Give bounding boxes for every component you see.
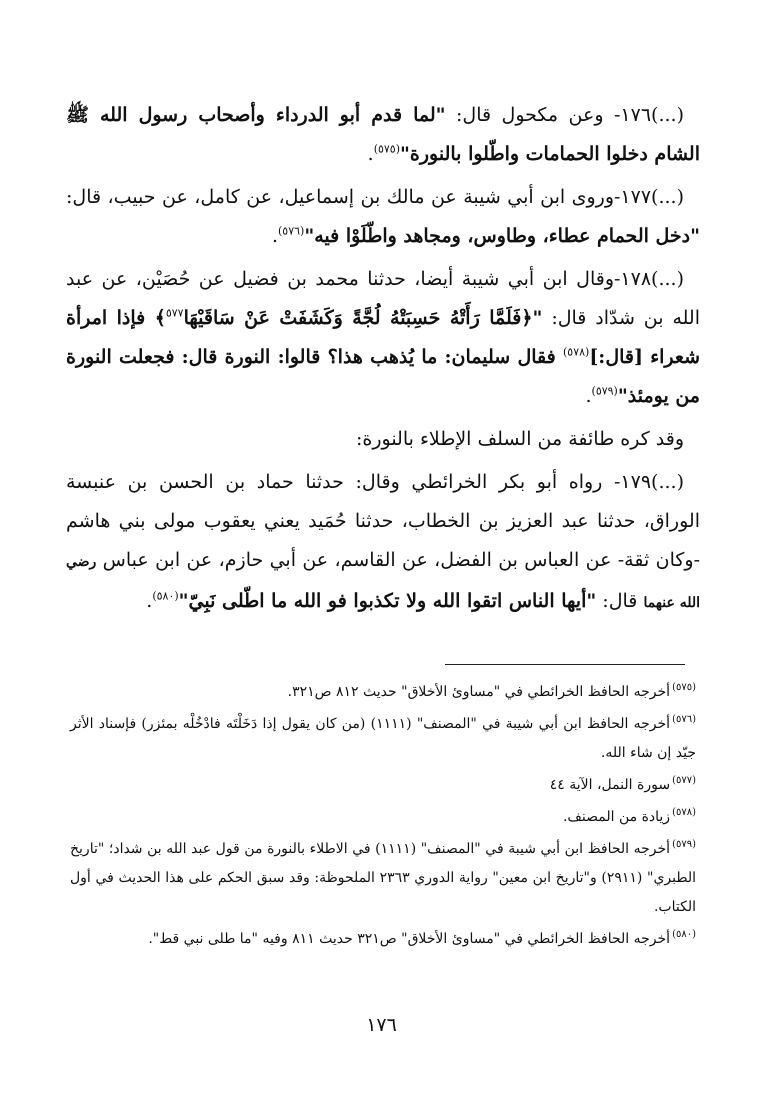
hadith-177-quote: "دخل الحمام عطاء، وطاوس، ومجاهد واطّلَوْا فيه": [304, 225, 700, 247]
footnote-divider: [445, 664, 685, 665]
hadith-178-prefix: (...)١٧٨-وقال ابن أبي شيبة أيضا، حدثنا محمد بن فضيل عن حُصَيْن، عن عبد الله بن شدّاد قال:: [66, 268, 700, 329]
footnote-579: [70, 835, 696, 922]
footnote-text: أخرجه الحافظ ابن أبي شيبة في "المصنف" (١١١١) (من كان يقول إذا دَخَلْتَه فادْخُلْه بمئزر) فإسناد الأثر جيّد إن شاء الله.: [70, 716, 696, 761]
section-remark: وقد كره طائفة من السلف الإطلاء بالنورة:: [355, 428, 684, 450]
hadith-176: (...)١٧٦- وعن مكحول قال: "لما قدم أبو الدرداء وأصحاب رسول الله ﷺ الشام دخلوا الحمامات واطّلوا بالنورة"$^{(٥٧٥)}$.: [66, 104, 700, 165]
footnote-text: أخرجه الحافظ ابن أبي شيبة في "المصنف" (١١١١) في الاطلاء بالنورة من قول عبد الله بن شداد؛ "تاريخ الطبري" (٢٩١١) و"تاريخ ابن معين" رواية الدوري ٢٣٦٣ الملحوظة: وقد سبق الحكم على هذا الحديث في أول الكتاب.: [70, 841, 696, 915]
hadith-178: (...)١٧٨-وقال ابن أبي شيبة أيضا، حدثنا محمد بن فضيل عن حُصَيْن، عن عبد الله بن شدّاد قال: "﴿فَلَمَّا رَأَتْهُ حَسِبَتْهُ لُجَّةً وَكَشَفَتْ عَنْ سَاقَيْهَا$^{٥٧٧}$﴾ فإذا امرأة شعراء [قال:]$^{(٥٧٨)}$ فقال سليمان: ما يُذهب هذا؟ قالوا: النورة قال: فجعلت النورة من يومئذ"$^{(٥٧٩)}$.: [66, 268, 700, 407]
footnote-ref-575[interactable]: (٥٧٥): [373, 142, 401, 156]
footnote-ref-579[interactable]: (٥٧٩): [591, 384, 618, 398]
footnote-number: (٥٧٦): [672, 714, 696, 726]
footnote-text: أخرجه الحافظ الخرائطي في "مساوئ الأخلاق" ص٣٢١ حديث ٨١١ وفيه "ما طلى نبي قط".: [148, 931, 671, 947]
footnote-number: (٥٧٧): [672, 775, 696, 787]
hadith-176-prefix: (...)١٧٦- وعن مكحول قال:: [445, 104, 684, 126]
hadith-176-quote: "لما قدم أبو الدرداء وأصحاب رسول الله ﷺ الشام دخلوا الحمامات واطّلوا بالنورة": [66, 104, 700, 165]
quran-ayah: فَلَمَّا رَأَتْهُ حَسِبَتْهُ لُجَّةً وَكَشَفَتْ عَنْ سَاقَيْهَا: [183, 307, 522, 329]
footnote-ref-577[interactable]: ٥٧٧: [165, 306, 184, 320]
footnote-ref-580[interactable]: (٥٨٠): [152, 589, 179, 603]
hadith-179: (...)١٧٩- رواه أبو بكر الخرائطي وقال: حدثنا حماد بن الحسن بن عنبسة الوراق، حدثنا عبد العزيز بن الخطاب، حدثنا حُمَيد يعني يعقوب مولى بني هاشم -وكان ثقة- عن العباس بن الفضل، عن القاسم، عن أبي حازم، عن ابن عباس رضي الله عنهما قال: "أيها الناس اتقوا الله ولا تكذبوا فو الله ما اطّلى نَبِيّ"$^{(٥٨٠)}$.: [66, 471, 700, 612]
footnote-text: أخرجه الحافظ الخرائطي في "مساوئ الأخلاق" حديث ٨١٢ ص٣٢١.: [287, 684, 671, 700]
footnote-ref-576[interactable]: (٥٧٦): [277, 224, 305, 238]
main-text: [66, 96, 700, 627]
footnote-number: (٥٨٠): [672, 929, 696, 941]
footnote-580: [70, 925, 696, 954]
honorific-glyph: رضي الله عنهما: [66, 554, 700, 611]
footnote-ref-578[interactable]: (٥٧٨): [562, 345, 590, 359]
page-number: ١٧٦: [366, 1014, 397, 1036]
hadith-179-prefix: (...)١٧٩- رواه أبو بكر الخرائطي وقال: حدثنا حماد بن الحسن بن عنبسة الوراق، حدثنا عبد العزيز بن الخطاب، حدثنا حُمَيد يعني يعقوب مولى بني هاشم -وكان ثقة- عن العباس بن الفضل، عن القاسم، عن أبي حازم، عن ابن عباس: [66, 471, 700, 571]
footnote-number: (٥٧٩): [672, 839, 696, 851]
footnotes: [70, 678, 696, 957]
footnote-576: [70, 710, 696, 768]
footnote-text: سورة النمل، الآية ٤٤: [549, 777, 671, 793]
hadith-179-quote: "أيها الناس اتقوا الله ولا تكذبوا فو الله ما اطّلى نَبِيّ": [178, 590, 597, 612]
footnote-577: [70, 771, 696, 800]
footnote-575: [70, 678, 696, 707]
footnote-number: (٥٧٥): [672, 682, 696, 694]
footnote-text: زيادة من المصنف.: [562, 809, 671, 825]
footnote-578: [70, 803, 696, 832]
hadith-177: (...)١٧٧-وروى ابن أبي شيبة عن مالك بن إسماعيل، عن كامل، عن حبيب، قال: "دخل الحمام عطاء، وطاوس، ومجاهد واطّلَوْا فيه"$^{(٥٧٦)}$.: [66, 186, 700, 247]
hadith-177-prefix: (...)١٧٧-وروى ابن أبي شيبة عن مالك بن إسماعيل، عن كامل، عن حبيب، قال:: [66, 186, 684, 208]
footnote-number: (٥٧٨): [672, 807, 696, 819]
